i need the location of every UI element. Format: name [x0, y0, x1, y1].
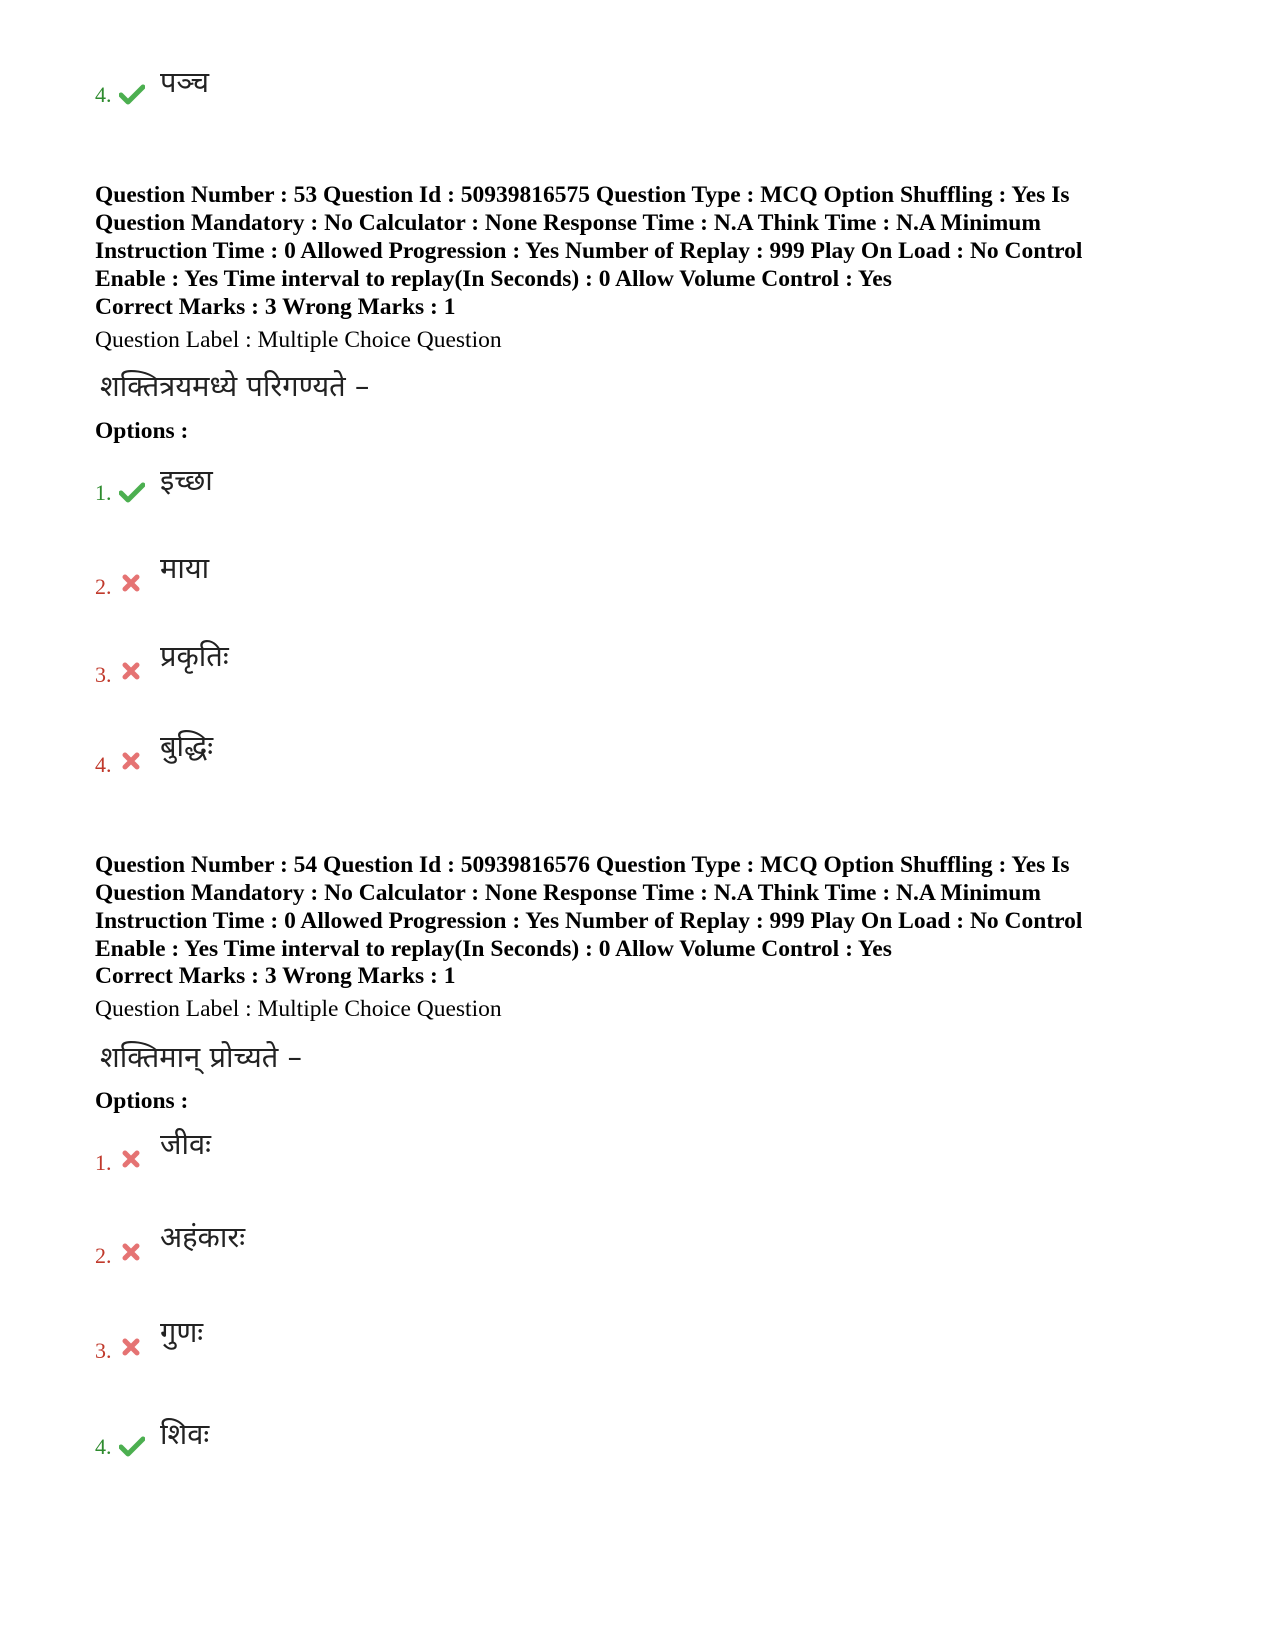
meta-line: Enable : Yes Time interval to replay(In Seconds) : 0 Allow Volume Control : Yes: [95, 936, 892, 962]
check-icon: [119, 481, 145, 503]
question-label: Question Label : Multiple Choice Question: [95, 327, 502, 353]
option-number: 3.: [95, 1338, 112, 1363]
option-text: बुद्धिः: [160, 729, 214, 763]
cross-icon: [119, 573, 145, 595]
marks-line: Correct Marks : 3 Wrong Marks : 1: [95, 294, 456, 320]
options-heading: Options :: [95, 418, 189, 444]
meta-line: Question Mandatory : No Calculator : None Response Time : N.A Think Time : N.A Minimum: [95, 210, 1041, 236]
option-number: 4.: [95, 752, 112, 777]
meta-line: Question Mandatory : No Calculator : None Response Time : N.A Think Time : N.A Minimum: [95, 880, 1041, 906]
option-text: पञ्च: [160, 65, 210, 99]
meta-line: Instruction Time : 0 Allowed Progression : Yes Number of Replay : 999 Play On Load : No Control: [95, 238, 1083, 264]
option-number: 2.: [95, 574, 112, 599]
option-row[interactable]: [95, 729, 495, 810]
option-number: 1.: [95, 1150, 112, 1175]
check-icon: [119, 1435, 145, 1457]
option-number: 4.: [95, 1434, 112, 1459]
question-text: शक्तित्रयमध्ये परिगण्यते –: [100, 369, 370, 403]
option-number: 3.: [95, 662, 112, 687]
meta-line: Question Number : 54 Question Id : 50939816576 Question Type : MCQ Option Shuffling : Yes Is: [95, 852, 1070, 878]
meta-line: Enable : Yes Time interval to replay(In Seconds) : 0 Allow Volume Control : Yes: [95, 266, 892, 292]
option-text: शिवः: [160, 1417, 210, 1451]
check-icon: [119, 83, 145, 105]
question-text: शक्तिमान् प्रोच्यते –: [100, 1040, 303, 1074]
option-row[interactable]: [95, 463, 495, 536]
option-row[interactable]: [95, 1220, 495, 1301]
options-heading: Options :: [95, 1088, 189, 1114]
option-number: 4.: [95, 82, 112, 107]
question-meta: [95, 851, 1195, 963]
option-row[interactable]: [95, 551, 495, 632]
cross-icon: [119, 1242, 145, 1264]
cross-icon: [119, 661, 145, 683]
cross-icon: [119, 1149, 145, 1171]
option-text: प्रकृतिः: [160, 639, 229, 673]
option-number: 2.: [95, 1243, 112, 1268]
option-text: इच्छा: [160, 463, 213, 497]
meta-line: Instruction Time : 0 Allowed Progression : Yes Number of Replay : 999 Play On Load : No Control: [95, 908, 1083, 934]
option-row[interactable]: [95, 1127, 495, 1208]
marks-line: Correct Marks : 3 Wrong Marks : 1: [95, 963, 456, 989]
option-text: माया: [160, 551, 210, 585]
option-row[interactable]: [95, 639, 495, 720]
question-meta: [95, 181, 1195, 293]
option-number: 1.: [95, 480, 112, 505]
option-row[interactable]: [95, 1315, 495, 1396]
option-row: [95, 65, 495, 138]
question-label: Question Label : Multiple Choice Question: [95, 996, 502, 1022]
option-text: गुणः: [160, 1315, 204, 1349]
option-row[interactable]: [95, 1417, 495, 1490]
option-text: जीवः: [160, 1127, 212, 1161]
cross-icon: [119, 1337, 145, 1359]
cross-icon: [119, 751, 145, 773]
meta-line: Question Number : 53 Question Id : 50939816575 Question Type : MCQ Option Shuffling : Yes Is: [95, 182, 1070, 208]
option-text: अहंकारः: [160, 1220, 246, 1254]
